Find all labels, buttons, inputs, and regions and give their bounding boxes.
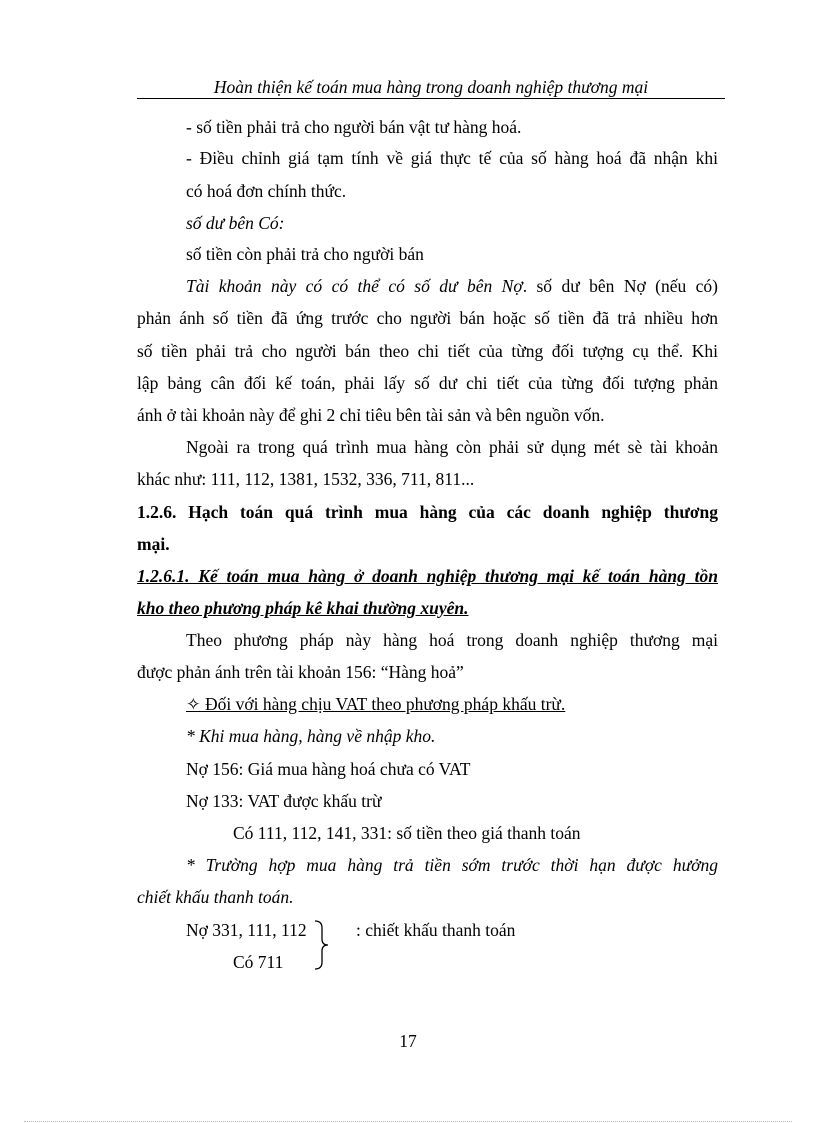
journal-entry-note: : chiết khấu thanh toán xyxy=(356,920,516,940)
page-number: 17 xyxy=(399,1031,417,1051)
paragraph-line: - số tiền phải trả cho người bán vật tư hàng hoá. xyxy=(186,117,522,137)
page-bottom-rule xyxy=(24,1121,792,1122)
paragraph-line: Theo phương pháp này hàng hoá trong doanh nghiệp thương mại xyxy=(186,630,718,650)
paragraph-line: phản ánh số tiền đã ứng trước cho người bán hoặc số tiền đã trả nhiều hơn xyxy=(137,308,718,328)
right-brace-icon xyxy=(313,920,329,970)
paragraph-line: - Điều chỉnh giá tạm tính về giá thực tế của số hàng hoá đã nhận khi xyxy=(186,148,718,168)
paragraph-line: khác như: 111, 112, 1381, 1532, 336, 711, 811... xyxy=(137,469,475,489)
paragraph-line: có hoá đơn chính thức. xyxy=(186,181,347,201)
paragraph-line: ánh ở tài khoản này để ghi 2 chỉ tiêu bên tài sản và bên nguồn vốn. xyxy=(137,405,605,425)
paragraph-line: Ngoài ra trong quá trình mua hàng còn phải sử dụng mét sè tài khoản xyxy=(186,437,718,457)
paragraph-line: số dư bên Có: xyxy=(186,213,285,233)
section-heading: 1.2.6. Hạch toán quá trình mua hàng của các doanh nghiệp thương xyxy=(137,502,718,522)
paragraph-line: ✧ Đối với hàng chịu VAT theo phương pháp khấu trừ. xyxy=(186,694,566,714)
paragraph-line: lập bảng cân đối kế toán, phải lấy số dư chi tiết của từng đối tượng phản xyxy=(137,373,718,393)
paragraph-line xyxy=(186,275,718,297)
subsection-heading: kho theo phương pháp kê khai thường xuyên. xyxy=(137,598,469,618)
paragraph-line: số tiền còn phải trả cho người bán xyxy=(186,244,424,264)
journal-entry: Nợ 331, 111, 112 xyxy=(186,920,307,940)
paragraph-line: số tiền phải trả cho người bán theo chi tiết của từng đối tượng cụ thể. Khi xyxy=(137,341,718,361)
subsection-heading: 1.2.6.1. Kế toán mua hàng ở doanh nghiệp thương mại kế toán hàng tồn xyxy=(137,566,718,586)
paragraph-line: chiết khấu thanh toán. xyxy=(137,887,294,907)
italic-phrase: Tài khoản này có có thể có số dư bên Nợ xyxy=(186,276,523,296)
journal-entry: Nợ 133: VAT được khấu trừ xyxy=(186,791,382,811)
paragraph-line: * Trường hợp mua hàng trả tiền sớm trước thời hạn được hưởng xyxy=(186,855,718,875)
section-heading: mại. xyxy=(137,534,170,554)
text-run: . số dư bên Nợ (nếu có) xyxy=(522,276,718,296)
journal-entry: Nợ 156: Giá mua hàng hoá chưa có VAT xyxy=(186,759,471,779)
journal-entry: Có 711 xyxy=(233,952,284,972)
paragraph-line: được phản ánh trên tài khoản 156: “Hàng hoả” xyxy=(137,662,464,682)
running-header: Hoàn thiện kế toán mua hàng trong doanh nghiệp thương mại xyxy=(137,76,725,99)
journal-entry: Có 111, 112, 141, 331: số tiền theo giá thanh toán xyxy=(233,823,581,843)
paragraph-line: * Khi mua hàng, hàng về nhập kho. xyxy=(186,726,436,746)
